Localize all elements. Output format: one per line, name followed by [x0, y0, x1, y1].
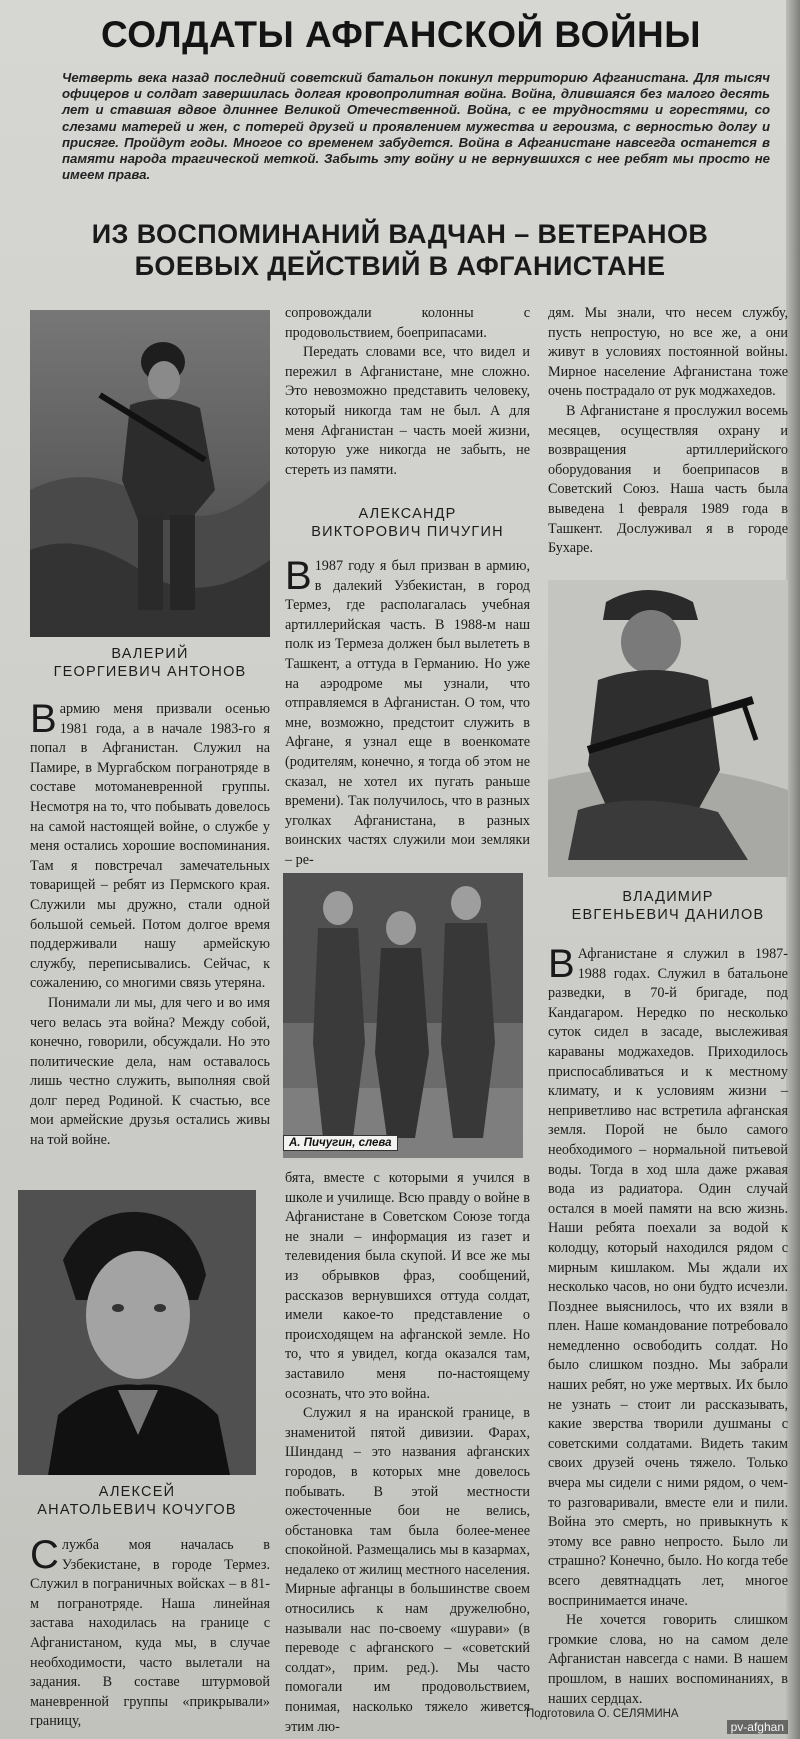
main-headline: СОЛДАТЫ АФГАНСКОЙ ВОЙНЫ — [101, 14, 701, 55]
article-antonov: Вармию меня призвали осенью 1981 года, а в начале 1983-го я попал в Афганистан. Служил на Памире, в Мургабском погранотряде в составе мотоманевренной группы. Несмотря на то, что побывать довелось на самой настоящей войне, о службе у меня остались хорошие воспоминания. Там я повстречал замечательных товарищей – ребят из Пермского края. Служили мы дружно, стали одной большой семьей. Потом долгое время поддерживали нашу армейскую службу, переписывались. Сейчас, к сожалению, со многими связь утеряна. Понимали ли мы, для чего и во имя чего велась эта война? Между собой, конечно, говорили, обсуждали. Но это политические дела, нам оставалось лишь честно служить, выполняя свой долг перед Родиной. К счастью, все мои армейские друзья остались живы на той войне. — [30, 697, 270, 1149]
dropcap-kochugov: С — [30, 1533, 59, 1577]
page-edge-shadow — [786, 0, 800, 1739]
article-col2-top: сопровождали колонны с продовольствием, боеприпасами. Передать словами все, что видел и пережил в Афганистане, мне сложно. Это невозможно представить человеку, который никогда там не был. А для меня Афганистан – часть моей жизни, которую уже никогда не забыть, не стереть из памяти. — [285, 305, 530, 478]
sub-headline-line-1: ИЗ ВОСПОМИНАНИЙ ВАДЧАН – ВЕТЕРАНОВ — [91, 219, 709, 249]
article-danilov: В Афганистане я служил в 1987-1988 годах. Служил в батальоне разведки, в 70-й бригаде, под Кандагаром. Нередко по несколько суток сидел в засаде, выслеживая караваны моджахедов. Приходилось приспосабливаться и к местному климату, и к условиям жизни – неприветливо нас встретила афганская земля. Порой не было самого необходимого – нормальной питьевой воды. Тогда в ход шла даже ржавая вода из радиатора. Один случай остался в моей памяти на всю жизнь. Наши ребята поехали за водой к колодцу, который находился рядом с мирным кишлаком. Мы ждали их несколько часов, но они будто исчезли. Позднее выяснилось, что их взяли в плен. Наше командование потребовало немедленно освободить солдат. Но было слишком поздно. Мы забрали наших ребят, но уже мертвых. Их было не узнать – стоит ли рассказывать, какие зверства творили душманы с советскими солдатами. Видеть таким своих друзей очень тяжело. Только вчера мы сидели с ними рядом, о чем-то разговаривали, вместе ели и пили. Война это смерть, но привыкнуть к этому все равно непросто. Было ли страшно? Конечно, было. Но когда тебе всего девятнадцать лет, многое воспринимается иначе. Не хочется говорить слишком громкие слова, но на самом деле Афганистан навсегда с нами. В нашем прошлом, в наших воспоминаниях, в наших сердцах. — [548, 942, 788, 1707]
article-pichugin-1: В 1987 году я был призван в армию, в далекий Узбекистан, в город Термез, где располагалась учебная артиллерийская часть. В 1988-м наш полк из Термеза должен был вылететь в Ташкент, а оттуда в Германию. Но уже на аэродроме мы узнали, что отправляемся в Афганистан. О том, что мне, возможно, предстоит служить в Афгане, я узнал еще в военкомате (родителям, конечно, я тогда об этом не сказал, не хотел их пугать раньше времени). Так получилось, что в разных уголках Афганистана, в разных воинских частях служили мои земляки – ре- — [285, 554, 530, 868]
name-pichugin: АЛЕКСАНДР ВИКТОРОВИЧ ПИЧУГИН — [311, 506, 504, 540]
dropcap-pichugin: В — [285, 554, 312, 598]
dropcap-antonov: В — [30, 697, 57, 741]
name-antonov: ВАЛЕРИЙ ГЕОРГИЕВИЧ АНТОНОВ — [53, 646, 247, 680]
photo-pichugin-group — [283, 873, 523, 1158]
article-col3-top: дям. Мы знали, что несем службу, пусть непростую, но все же, а они живут в условиях постоянной войны. Мирное население Афганистана тоже очень пострадало от рук моджахедов. В Афганистане я прослужил восемь месяцев, осуществляя охрану и возвращения артиллерийского оборудования и боеприпасов в Советский Союз. Наша часть была выведена 1 февраля 1989 года в Ташкент. Дослуживал я в городе Бухаре. — [548, 305, 788, 557]
author-credit: Подготовила О. СЕЛЯМИНА — [526, 1708, 679, 1720]
photo-danilov — [548, 580, 788, 877]
article-kochugov: Служба моя началась в Узбекистане, в городе Термез. Служил в пограничных войсках – в 81-м погранотряде. Наша линейная застава находилась на границе с Афганистаном, куда мы, в случае необходимости, часто вылетали на задания. В составе штурмовой маневренной группы «прикрывали» границу, — [30, 1533, 270, 1730]
photo-kochugov — [18, 1190, 256, 1475]
sub-headline — [30, 218, 770, 282]
article-pichugin-2: бята, вместе с которыми я учился в школе и училище. Всю правду о войне в Афганистане в Советском Союзе тогда не знали – информация из газет и телевидения была скупой. И все же мы из обрывков фраз, сообщений, рассказов вернувшихся оттуда солдат, имели какое-то представление о происходящем на афганской земле. Но то, что я увидел, когда оказался там, заставило меня по-настоящему осознать, что это война. Служил я на иранской границе, в знаменитой пятой дивизии. Фарах, Шинданд – это названия афганских городов, в которых мне довелось побывать. В этой местности ожесточенные бои не велись, обстановка там была более-менее спокойной. Размещались мы в казармах, недалеко от жилищ местного населения. Мирные афганцы в большинстве своем относились к нам дружелюбно, называли нас по-своему «шурави» (в переводе с афганского – «советский солдат», прим. ред.). Мы часто помогали им продовольствием, понимая, насколько тяжело живется этим лю- — [285, 1170, 530, 1735]
sub-headline-line-2: БОЕВЫХ ДЕЙСТВИЙ В АФГАНИСТАНЕ — [134, 251, 666, 281]
photo-caption: А. Пичугин, слева — [283, 1135, 398, 1151]
lead-paragraph: Четверть века назад последний советский батальон покинул территорию Афганистана. Для тысяч офицеров и солдат завершилась долгая кровопролитная война. Война, длившаяся без малого десять лет и ставшая вдвое длиннее Великой Отечественной. Война, с ее трудностями и горестями, со слезами матерей и жен, с потерей друзей и проявлением мужества и героизма, с верностью долгу и присяге. Пройдут годы. Многое со временем забудется. Война в Афганистане навсегда останется в памяти народа трагической меткой. Забыть эту войну и не вернувшихся с нее ребят мы просто не имеем права. — [62, 70, 770, 183]
name-danilov: ВЛАДИМИР ЕВГЕНЬЕВИЧ ДАНИЛОВ — [571, 889, 765, 923]
photo-antonov — [30, 310, 270, 637]
source-watermark: pv-afghan — [727, 1720, 788, 1734]
name-kochugov: АЛЕКСЕЙ АНАТОЛЬЕВИЧ КОЧУГОВ — [37, 1484, 237, 1518]
dropcap-danilov: В — [548, 942, 575, 986]
